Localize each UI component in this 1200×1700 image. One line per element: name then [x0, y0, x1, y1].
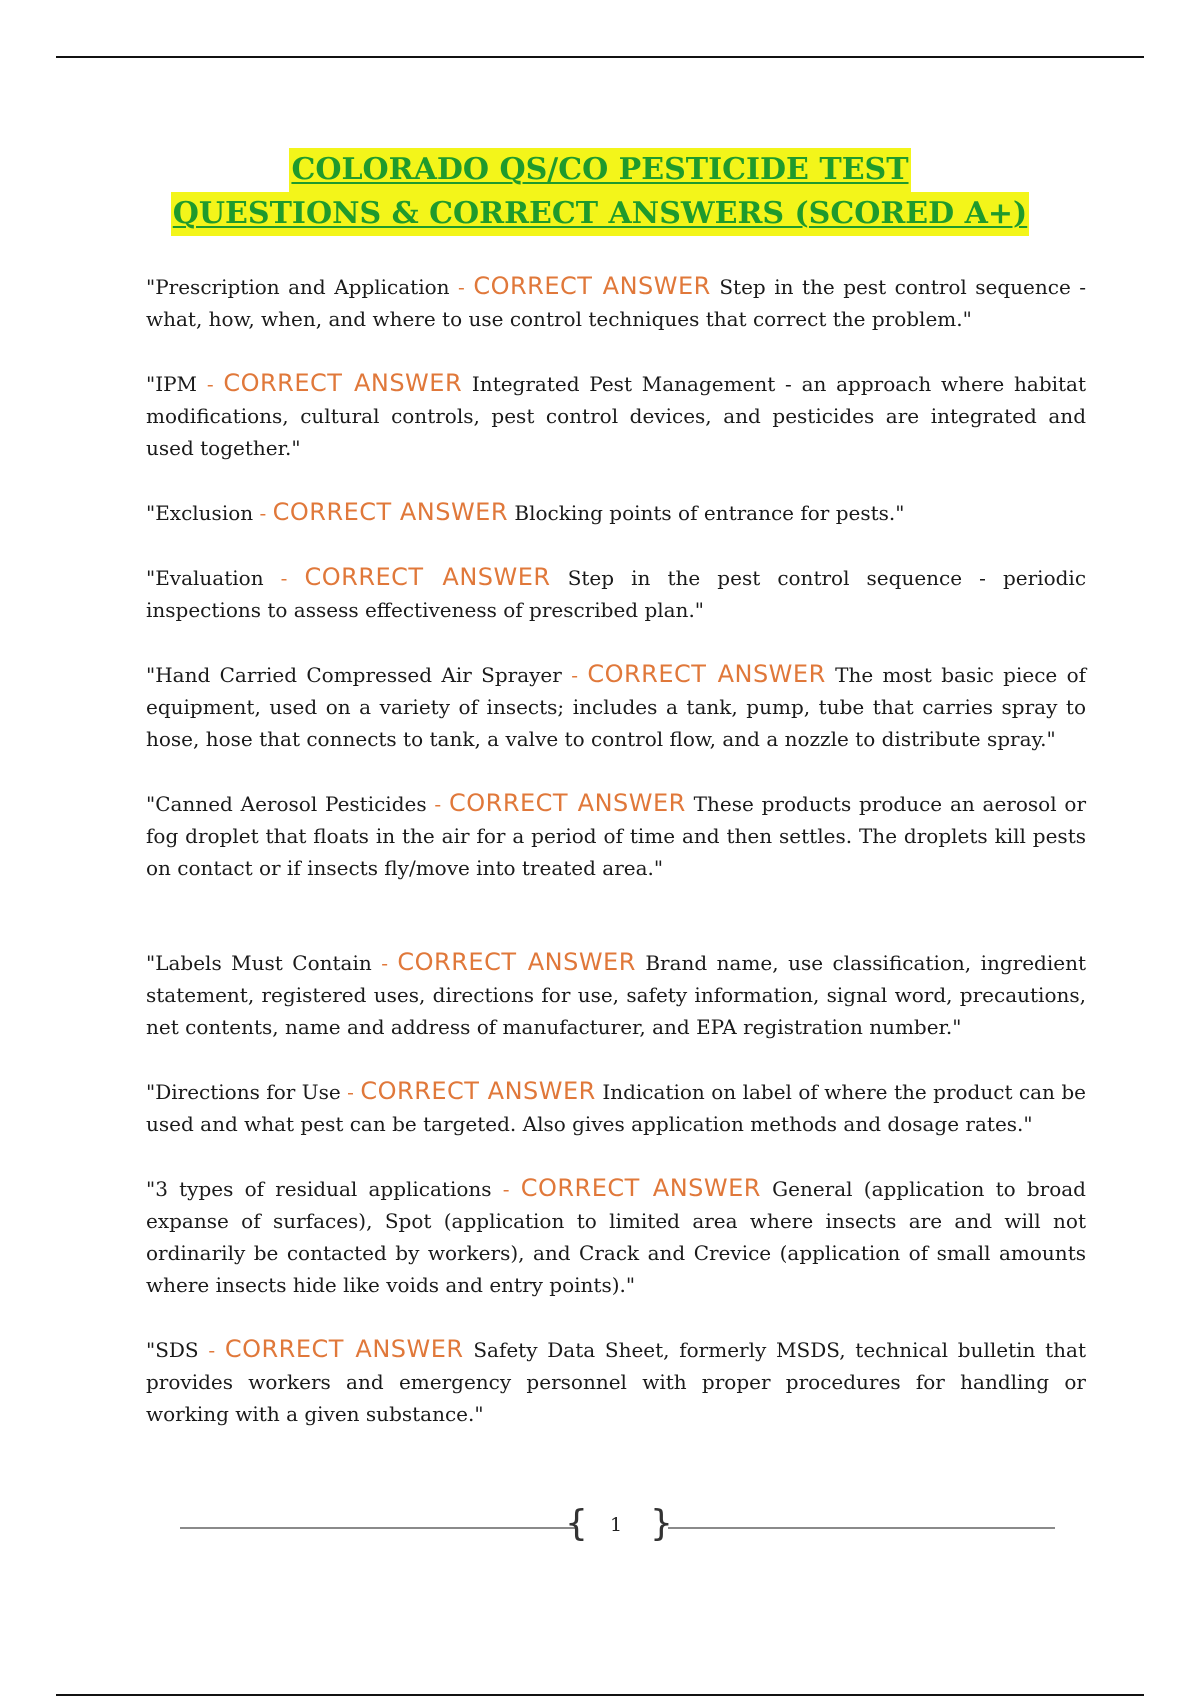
correct-answer-label: CORRECT ANSWER: [587, 660, 826, 688]
title-line-1: COLORADO QS/CO PESTICIDE TEST: [289, 148, 910, 192]
title-line-2: QUESTIONS & CORRECT ANSWERS (SCORED A+): [171, 192, 1029, 236]
bottom-rule: [56, 1694, 1144, 1696]
qa-term: "Canned Aerosol Pesticides: [146, 792, 427, 816]
qa-definition: Indication on label of where the product can be used and what pest can be targeted. Also gives application methods and dosage rates.": [146, 1080, 1087, 1136]
qa-term: "Directions for Use: [146, 1080, 341, 1104]
page-number: 1: [609, 1514, 623, 1536]
qa-item: [146, 787, 1086, 884]
footer-brace-left: {: [565, 1503, 588, 1544]
correct-answer-label: CORRECT ANSWER: [397, 948, 636, 976]
qa-term: "Evaluation: [146, 566, 264, 590]
qa-definition: The most basic piece of equipment, used on a variety of insects; includes a tank, pump, tube that carries spray to hose, hose that connects to tank, a valve to control flow, and a nozzle to distribute spray.": [146, 663, 1087, 751]
qa-separator: -: [280, 566, 288, 590]
qa-separator: -: [434, 792, 442, 816]
qa-item: [146, 496, 1086, 529]
qa-item: [146, 270, 1086, 335]
qa-separator: -: [381, 951, 388, 975]
qa-item: [146, 1333, 1086, 1430]
qa-item: [146, 1075, 1086, 1140]
correct-answer-label: CORRECT ANSWER: [473, 272, 711, 300]
footer-rule-right: [668, 1527, 1055, 1529]
correct-answer-label: CORRECT ANSWER: [304, 563, 551, 591]
correct-answer-label: CORRECT ANSWER: [272, 498, 509, 526]
correct-answer-label: CORRECT ANSWER: [224, 1335, 464, 1363]
qa-separator: -: [347, 1080, 354, 1104]
qa-definition: Step in the pest control sequence - periodic inspections to assess effectiveness of prescribed plan.": [146, 566, 1087, 622]
qa-definition: Brand name, use classification, ingredient statement, registered uses, directions for use, safety information, signal word, precautions, net contents, name and address of manufacturer, and EPA registration number.": [146, 951, 1087, 1039]
qa-term: "Hand Carried Compressed Air Sprayer: [146, 663, 562, 687]
qa-term: "3 types of residual applications: [146, 1177, 492, 1201]
footer-brace-right: }: [650, 1503, 673, 1544]
qa-term: "Prescription and Application: [146, 275, 450, 299]
qa-separator: -: [208, 1338, 216, 1362]
correct-answer-label: CORRECT ANSWER: [360, 1077, 596, 1105]
qa-term: "IPM: [146, 372, 198, 396]
qa-item: [146, 658, 1086, 755]
qa-definition: Step in the pest control sequence - what, how, when, and where to use control techniques that correct the problem.": [146, 275, 1087, 331]
qa-separator: -: [502, 1177, 510, 1201]
correct-answer-label: CORRECT ANSWER: [223, 369, 463, 397]
qa-separator: -: [259, 501, 267, 525]
qa-item: [146, 561, 1086, 626]
qa-term: "Labels Must Contain: [146, 951, 372, 975]
document-title: [0, 148, 1200, 236]
qa-definition: Safety Data Sheet, formerly MSDS, technical bulletin that provides workers and emergency personnel with proper procedures for handling or working with a given substance.": [146, 1338, 1086, 1426]
qa-term: "SDS: [146, 1338, 199, 1362]
qa-definition: These products produce an aerosol or fog droplet that floats in the air for a period of time and then settles. The droplets kill pests on contact or if insects fly/move into treated area.": [146, 792, 1087, 880]
qa-separator: -: [458, 275, 465, 299]
correct-answer-label: CORRECT ANSWER: [449, 789, 686, 817]
qa-definition: Blocking points of entrance for pests.": [514, 501, 905, 525]
qa-definition: Integrated Pest Management - an approach where habitat modifications, cultural controls, pest control devices, and pesticides are integrated and used together.": [146, 372, 1087, 460]
qa-definition: General (application to broad expanse of surfaces), Spot (application to limited area where insects are and will not ordinarily be contacted by workers), and Crack and Crevice (application of small amounts where insects hide like voids and entry points).": [146, 1177, 1086, 1297]
qa-list: [146, 270, 1086, 1462]
qa-term: "Exclusion: [146, 501, 254, 525]
qa-item: [146, 946, 1086, 1043]
qa-item: [146, 367, 1086, 464]
footer-rule-left: [180, 1527, 575, 1529]
qa-separator: -: [206, 372, 214, 396]
correct-answer-label: CORRECT ANSWER: [520, 1174, 761, 1202]
top-rule: [56, 56, 1144, 58]
page-footer: [180, 1503, 1055, 1546]
qa-separator: -: [571, 663, 578, 687]
qa-item: [146, 1172, 1086, 1301]
